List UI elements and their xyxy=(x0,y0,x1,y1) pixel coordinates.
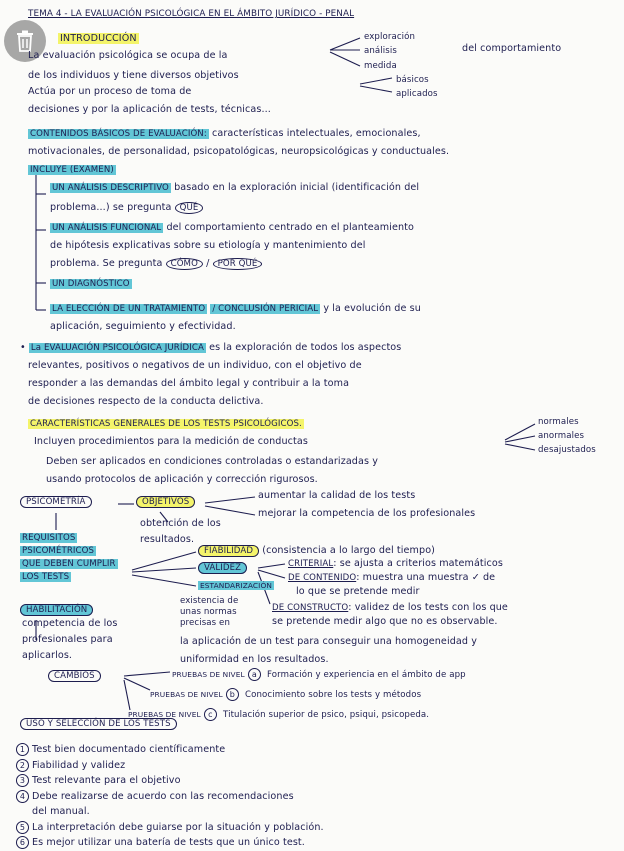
tests-branch: anormales xyxy=(538,431,585,441)
intro-line-4: decisiones y por la aplicación de tests, técnicas... xyxy=(28,104,271,115)
level-row: PRUEBAS DE NIVEL a Formación y experiencia en el ámbito de app xyxy=(172,670,466,680)
standard-label: ESTANDARIZACIÓN xyxy=(200,581,272,590)
question-how: CÓMO xyxy=(166,258,203,270)
list-item: 1 Test bien documentado científicamente xyxy=(16,742,324,758)
content-text: : muestra una muestra ✓ de xyxy=(356,572,496,583)
intro-tail: del comportamiento xyxy=(462,43,562,54)
tests-line-3: usando protocolos de aplicación y corrección rigurosos. xyxy=(46,474,318,485)
construct-text-2: se pretende medir algo que no es observable. xyxy=(272,616,498,627)
contents-line-2: motivacionales, de personalidad, psicopatológicas, neuropsicológicas y conductuales. xyxy=(28,146,450,157)
intro-heading: INTRODUCCIÓN xyxy=(60,33,137,44)
requirements-label: REQUISITOS PSICOMÉTRICOS QUE DEBEN CUMPLIR LOS TESTS xyxy=(22,533,116,582)
eval-line-3: responder a las demandas del ámbito legal y contribuir a la toma xyxy=(28,378,350,389)
includes-item-4-label2: / CONCLUSIÓN PERICIAL xyxy=(212,304,319,314)
changes-label: CAMBIOS xyxy=(48,670,101,682)
construct-label: DE CONSTRUCTO xyxy=(272,603,349,613)
includes-item-2-text: del comportamiento centrado en el planteamiento xyxy=(166,222,414,233)
includes-label: INCLUYE (EXAMEN) xyxy=(30,165,114,175)
objective-2: mejorar la competencia de los profesionales xyxy=(258,508,476,519)
skills-line-1: competencia de los xyxy=(22,618,118,629)
intro-line-2: de los individuos y tiene diversos objetivos xyxy=(28,70,239,81)
psychometry-label: PSICOMETRÍA xyxy=(20,496,92,508)
eval-line-2: relevantes, positivos o negativos de un individuo, con el objetivo de xyxy=(28,360,362,371)
includes-item-1-label: UN ANÁLISIS DESCRIPTIVO xyxy=(52,183,169,193)
intro-branch: aplicados xyxy=(396,89,438,99)
contents-label: CONTENIDOS BÁSICOS DE EVALUACIÓN: xyxy=(30,129,207,139)
includes-item-4-text: y la evolución de su xyxy=(323,303,421,314)
skills-line-2: profesionales para xyxy=(22,634,113,645)
tests-label: CARACTERÍSTICAS GENERALES DE LOS TESTS PSICOLÓGICOS. xyxy=(30,419,302,429)
page-title: TEMA 4 - LA EVALUACIÓN PSICOLÓGICA EN EL ÁMBITO JURÍDICO - PENAL xyxy=(28,9,355,19)
standard-desc-5: uniformidad en los resultados. xyxy=(180,654,329,665)
tests-branch: normales xyxy=(538,417,579,427)
list-item: 4 Debe realizarse de acuerdo con las recomendaciones xyxy=(16,789,324,805)
skills-line-3: aplicarlos. xyxy=(22,650,73,661)
intro-branch: exploración xyxy=(364,32,416,42)
content-text-2: lo que se pretende medir xyxy=(296,586,420,597)
level-row: PRUEBAS DE NIVEL c Titulación superior de psico, psiqui, psicopeda. xyxy=(128,710,430,720)
intro-line-1: La evaluación psicológica se ocupa de la xyxy=(28,50,228,61)
list-item: del manual. xyxy=(32,806,90,817)
includes-item-2-cont: de hipótesis explicativas sobre su etiología y mantenimiento del xyxy=(50,240,366,251)
eval-label: La EVALUACIÓN PSICOLÓGICA JURÍDICA xyxy=(30,343,204,353)
list-item: 2 Fiabilidad y validez xyxy=(16,758,324,774)
includes-item-1-cont: problema...) se pregunta xyxy=(50,202,172,213)
includes-item-1-text: basado en la exploración inicial (identificación del xyxy=(174,182,420,193)
skills-label: HABILITACIÓN xyxy=(20,604,93,616)
question-why: POR QUÉ xyxy=(213,258,263,270)
content-label: DE CONTENIDO xyxy=(288,573,357,583)
criterial-label: CRITERIAL xyxy=(288,559,334,569)
trash-icon xyxy=(15,30,35,52)
reliability-note: (consistencia a lo largo del tiempo) xyxy=(262,545,436,556)
list-item: 6 Es mejor utilizar una batería de tests que un único test. xyxy=(16,835,324,851)
criterial-text: : se ajusta a criterios matemáticos xyxy=(333,558,503,569)
objectives-label: OBJETIVOS xyxy=(136,496,195,508)
intro-branch: básicos xyxy=(396,75,429,85)
objective-1: aumentar la calidad de los tests xyxy=(258,490,416,501)
intro-line-3: Actúa por un proceso de toma de xyxy=(28,86,192,97)
validity-label: VALIDEZ xyxy=(198,562,247,574)
tests-line-1: Incluyen procedimientos para la medición de conductas xyxy=(34,436,308,447)
level-row: PRUEBAS DE NIVEL b Conocimiento sobre los tests y métodos xyxy=(150,690,422,700)
tests-branch: desajustados xyxy=(538,445,596,455)
eval-line-1: es la exploración de todos los aspectos xyxy=(209,342,402,353)
includes-item-2-cont2: problema. Se pregunta xyxy=(50,258,163,269)
intro-branch: medida xyxy=(364,61,397,71)
tests-line-2: Deben ser aplicados en condiciones controladas o estandarizadas y xyxy=(46,456,378,467)
objective-3b: resultados. xyxy=(140,534,195,545)
intro-branch: análisis xyxy=(364,46,397,56)
includes-item-2-label: UN ANÁLISIS FUNCIONAL xyxy=(52,223,162,233)
reliability-label: FIABILIDAD xyxy=(198,545,259,557)
construct-text: : validez de los tests con los que xyxy=(348,602,508,613)
standard-desc: existencia de unas normas precisas en xyxy=(180,596,239,628)
objective-3a: obtención de los xyxy=(140,518,221,529)
includes-item-4-label: LA ELECCIÓN DE UN TRATAMIENTO xyxy=(52,304,206,314)
use-label: USO Y SELECCIÓN DE LOS TESTS xyxy=(20,718,177,730)
eval-line-4: de decisiones respecto de la conducta delictiva. xyxy=(28,396,264,407)
includes-item-3: UN DIAGNÓSTICO xyxy=(52,279,130,289)
question-what: QUÉ xyxy=(175,202,204,214)
use-list xyxy=(16,742,324,851)
list-item: 3 Test relevante para el objetivo xyxy=(16,773,324,789)
contents-line-1: características intelectuales, emocionales, xyxy=(212,128,421,139)
list-item: 5 La interpretación debe guiarse por la situación y población. xyxy=(16,820,324,836)
standard-desc-4: la aplicación de un test para conseguir una homogeneidad y xyxy=(180,636,477,647)
includes-item-4-cont: aplicación, seguimiento y efectividad. xyxy=(50,321,236,332)
